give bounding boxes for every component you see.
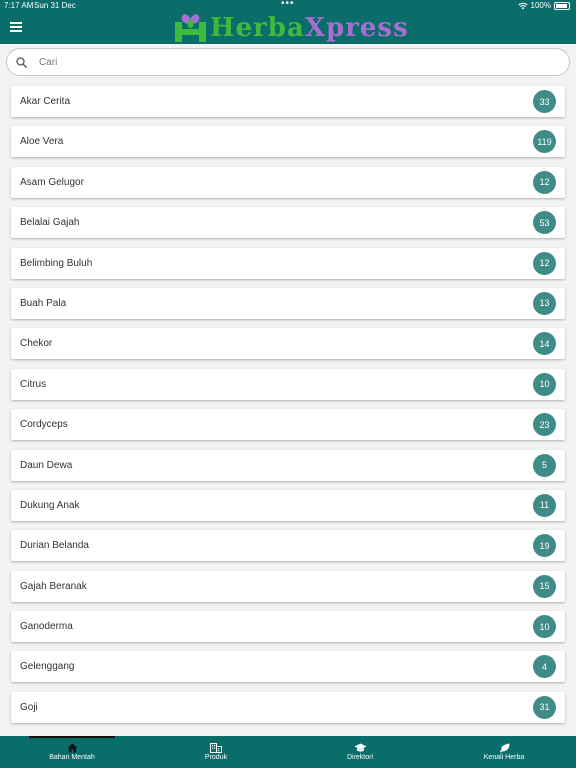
app-logo [172,12,409,44]
count-badge: 31 [533,696,556,719]
list-item-name: Citrus [20,378,47,390]
battery-icon [554,2,570,10]
battery-percent: 100% [530,1,551,10]
list-item-name: Cordyceps [20,419,68,431]
count-badge: 119 [533,130,556,153]
list-item-name: Chekor [20,338,53,350]
status-time: 7:17 AM [4,1,34,10]
hamburger-menu-icon[interactable] [10,22,22,32]
count-badge: 5 [533,454,556,477]
nav-label: Direktori [346,754,374,761]
herb-list [11,86,565,732]
nav-tab-bahan-mentah[interactable] [0,736,144,768]
logo-text-herba: Herba [210,13,305,43]
graduation-cap-icon [354,743,367,753]
count-badge: 23 [533,413,556,436]
search-input[interactable] [37,56,521,69]
count-badge: 33 [533,90,556,113]
list-item[interactable] [11,409,565,440]
leaf-icon [499,743,510,753]
list-item-name: Gajah Beranak [20,580,87,592]
list-item-name: Aloe Vera [20,136,64,148]
bottom-nav [0,736,576,768]
count-badge: 13 [533,292,556,315]
count-badge: 11 [533,494,556,517]
home-icon [67,743,78,753]
list-item[interactable] [11,450,565,481]
count-badge: 10 [533,373,556,396]
status-date: Sun 31 Dec [34,1,76,10]
search-icon [16,57,27,68]
list-item-name: Gelenggang [20,661,75,673]
status-right [518,1,570,10]
nav-tab-produk[interactable] [144,736,288,768]
list-item-name: Daun Dewa [20,459,73,471]
list-item-name: Belimbing Buluh [20,257,93,269]
count-badge: 4 [533,655,556,678]
count-badge: 14 [533,332,556,355]
logo-text [210,13,409,43]
list-item[interactable] [11,288,565,319]
building-icon [210,743,222,753]
list-item[interactable] [11,651,565,682]
list-item[interactable] [11,530,565,561]
nav-tab-direktori[interactable] [288,736,432,768]
search-field[interactable] [6,48,570,76]
count-badge: 53 [533,211,556,234]
list-item-name: Durian Belanda [20,540,89,552]
nav-tab-kenali-herba[interactable] [432,736,576,768]
list-item-name: Ganoderma [20,621,73,633]
list-item-name: Buah Pala [20,297,67,309]
list-item-name: Akar Cerita [20,96,71,107]
app-header [0,12,576,44]
list-item[interactable] [11,207,565,238]
list-item[interactable] [11,126,565,157]
count-badge: 15 [533,575,556,598]
count-badge: 12 [533,171,556,194]
status-bar [0,0,576,12]
list-item-name: Asam Gelugor [20,176,84,188]
list-item-name: Goji [20,701,38,713]
nav-label: Bahan Mentah [49,754,95,761]
list-item-name: Belalai Gajah [20,217,80,229]
list-item[interactable] [11,248,565,279]
logo-text-xpress: Xpress [304,13,409,43]
list-item[interactable] [11,86,565,117]
list-item[interactable] [11,571,565,602]
nav-label: Produk [204,754,228,761]
nav-label: Kenali Herba [483,754,525,761]
count-badge: 19 [533,534,556,557]
list-item[interactable] [11,611,565,642]
count-badge: 10 [533,615,556,638]
search-bar [6,48,570,76]
wifi-icon [518,2,528,10]
list-item[interactable] [11,167,565,198]
list-item[interactable] [11,369,565,400]
list-item[interactable] [11,328,565,359]
list-item[interactable] [11,490,565,521]
herbaxpress-logo-icon [172,13,210,43]
multitask-dots[interactable]: ••• [281,0,295,9]
count-badge: 12 [533,252,556,275]
list-item-name: Dukung Anak [20,499,80,511]
list-item[interactable] [11,692,565,723]
